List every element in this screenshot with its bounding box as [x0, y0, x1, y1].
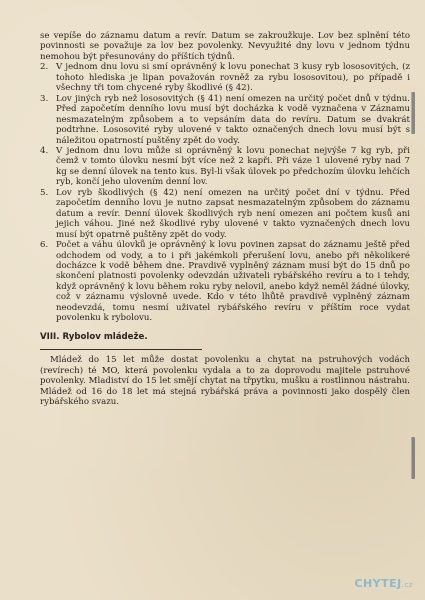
rule-number: 3. [40, 93, 49, 104]
staple-mark [411, 92, 415, 134]
watermark-suffix: .cz [401, 581, 413, 589]
rule-number: 5. [40, 187, 49, 198]
rule-text: Lov ryb škodlivých (§ 42) není omezen na určitý počet dní v týdnu. Před započetím denního lovu je nutno zapsat nesmazatelným způsobem do záznamu datum a revír. Denní úlovek škodlivých ryb není omezen ani počtem kusů ani jejich váhou. Jiné než škodlivé ryby ulovené v takto vyznačených dnech lovu musí být opatrně puštěny zpět do vody. [56, 187, 410, 240]
intro-paragraph: se vepíše do záznamu datum a revír. Datum se zakroužkuje. Lov bez splnění této povinnosti se považuje za lov bez povolenky. Nevyužité dny lovu v jednom týdnu nemohou být přesunovány do příštích týdnů. [40, 31, 410, 62]
rule-item-6 [40, 240, 410, 324]
rule-item-5 [40, 188, 410, 240]
rule-item-2 [40, 62, 410, 93]
rule-text: V jednom dnu lovu si smí oprávněný k lovu ponechat 3 kusy ryb lososovitých, (z tohoto hlediska je lipan považován rovněž za rybu lososovitou), po případě i všechny tři tom chycené ryby škodlivé (§ 42). [56, 62, 410, 94]
rule-item-4 [40, 146, 410, 188]
rule-text: Počet a váhu úlovků je oprávněný k lovu povinen zapsat do záznamu ještě před odchodem od vody, a to i při jakémkoli přerušení lovu, anebo při několikeré docházce k vodě během dne. Pravdivě vyplněný záznam musí být do 15 dnů po skončení platnosti povolenky odevzdán uživateli rybářského revíru a to i tehdy, když oprávněný k lovu během roku ryby nelovil, anebo když neměl žádné úlovky, což v záznamu výslovně uvede. Kdo v této lhůtě pravdivě vyplněný záznam neodevzdá, tomu nesmí uživatel rybářského revíru v příštím roce vydat povolenku k rybolovu. [56, 240, 410, 324]
section-heading: VIII. Rybolov mládeže. [40, 331, 148, 342]
document-body [40, 31, 410, 407]
rule-text: Lov jiných ryb než lososovitých (§ 41) není omezen na určitý počet dnů v týdnu. Před započetím denního lovu musí být docházka k vodě vyznačena v Záznamu nesmazatelným způsobem a to vepsáním data do revíru. Datum se dvakrát podtrhne. Lososovité ryby ulovené v takto označených dnech lovu musí být s náležitou opatrností puštěny zpět do vody. [56, 93, 410, 146]
rule-number: 4. [40, 145, 49, 156]
rule-item-3 [40, 94, 410, 146]
section-divider [40, 349, 202, 350]
section-paragraph: Mládež do 15 let může dostat povolenku a chytat na pstruhových vodách (revírech) té MO, která povolenku vydala a to za doprovodu majitele pstruhové povolenky. Mladiství do 15 let smějí chytat na třpytku, mušku a rostlinnou nástrahu. Mládež od 16 do 18 let má stejná rybářská práva a povinnosti jako dospělý člen rybářského svazu. [40, 355, 410, 407]
watermark-logo [354, 577, 413, 590]
rule-text: V jednom dnu lovu může si oprávněný k lovu ponechat nejvýše 7 kg ryb, při čemž v tomto úlovku nesmí být více než 2 kapři. Při váze 1 ulovené ryby nad 7 kg se denní úlovek na tento kus. Byl-li však úlovek po předchozím úlovku lehčích ryb, končí jeho ulovením denní lov. [56, 145, 410, 188]
staple-mark [411, 437, 415, 479]
rule-number: 6. [40, 240, 49, 251]
watermark-text: CHYTEJ [354, 577, 402, 590]
rule-number: 2. [40, 62, 49, 73]
